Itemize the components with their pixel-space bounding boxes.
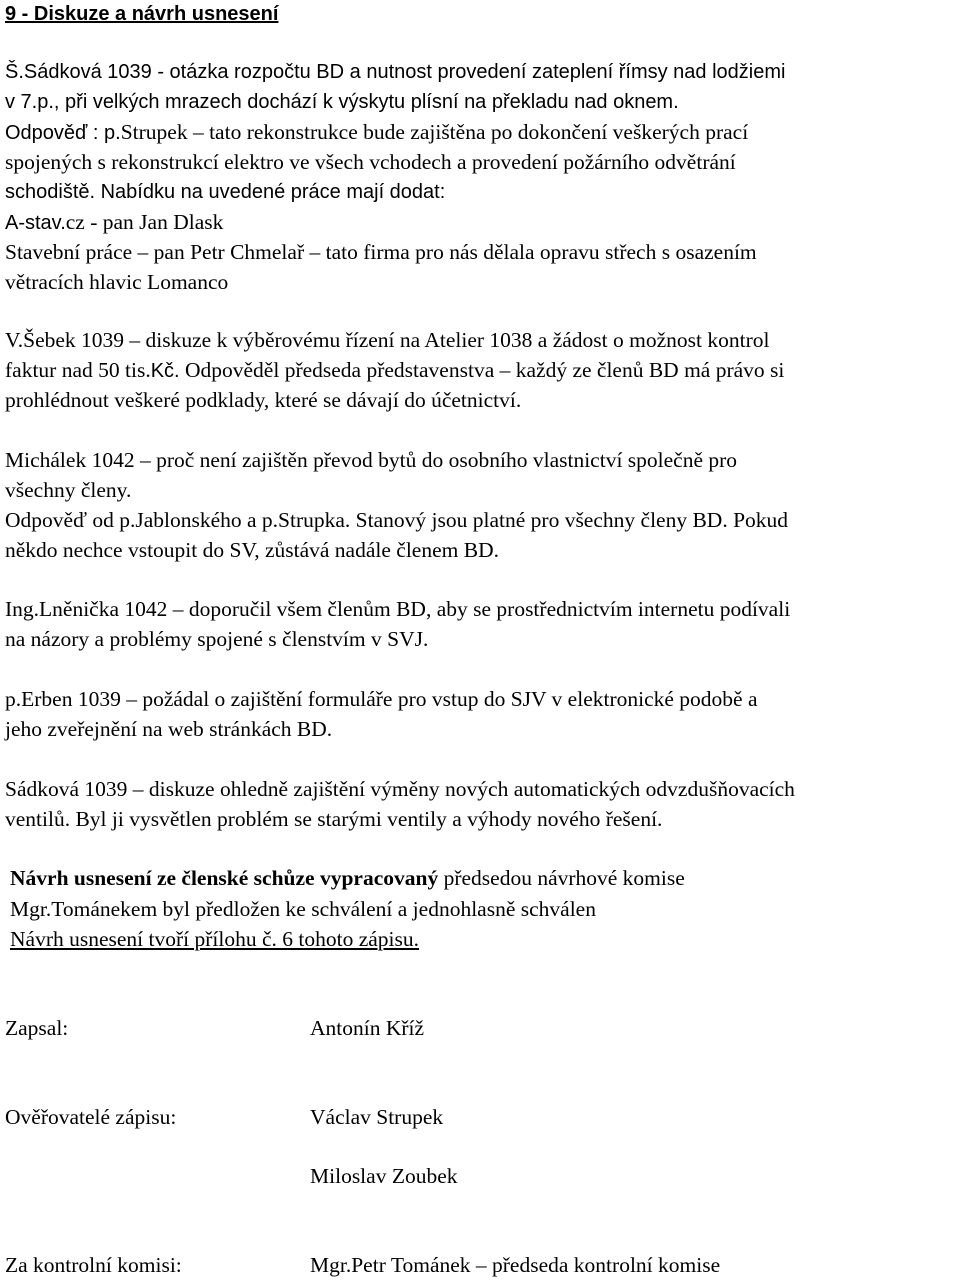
p1-line-6-text: cz - pan Jan Dlask: [65, 210, 224, 234]
p5-line-2: jeho zveřejnění na web stránkách BD.: [5, 717, 333, 741]
komise-label: Za kontrolní komisi:: [5, 1253, 182, 1277]
p6-line-1: Sádková 1039 – diskuze ohledně zajištění výměny nových automatických odvzdušňovacích: [5, 777, 795, 801]
resolution-bold: Návrh usnesení ze členské schůze vypracovaný: [10, 866, 439, 890]
p3-line-1: Michálek 1042 – proč není zajištěn převod bytů do osobního vlastnictví společně pro: [5, 448, 738, 472]
resolution-line-2: Mgr.Tománekem byl předložen ke schválení a jednohlasně schválen: [10, 897, 596, 921]
p2-line-1: V.Šebek 1039 – diskuze k výběrovému řízení na Atelier 1038 a žádost o možnost kontrol: [5, 328, 770, 352]
p6-line-2: ventilů. Byl ji vysvětlen problém se starými ventily a výhody nového řešení.: [5, 807, 663, 831]
p2-line-2-b: Kč.: [150, 360, 180, 382]
resolution-rest: předsedou návrhové komise: [438, 866, 685, 890]
p1-line-1: Š.Sádková 1039 - otázka rozpočtu BD a nutnost provedení zateplení římsy nad lodžiemi: [5, 61, 786, 83]
p2-line-2-c: Odpověděl předseda představenstva – každý ze členů BD má právo si: [179, 358, 785, 382]
overovatel-2-name: Miloslav Zoubek: [310, 1164, 458, 1188]
overovatele-label: Ověřovatelé zápisu:: [5, 1105, 177, 1129]
zapsal-name: Antonín Kříž: [310, 1016, 425, 1040]
p1-line-4: spojených s rekonstrukcí elektro ve všech vchodech a provedení požárního odvětrání: [5, 150, 736, 174]
resolution-line-3: Návrh usnesení tvoří přílohu č. 6 tohoto zápisu.: [10, 927, 420, 951]
p1-line-6-prefix: A-stav.: [5, 212, 66, 234]
p2-line-2: [5, 356, 784, 385]
p4-line-1: Ing.Lněnička 1042 – doporučil všem členům BD, aby se prostřednictvím internetu podívali: [5, 597, 791, 621]
p1-line-3-prefix: Odpověď : p.: [5, 122, 121, 144]
p1-line-7: Stavební práce – pan Petr Chmelař – tato firma pro nás dělala opravu střech s osazením: [5, 240, 757, 264]
p2-line-2-a: faktur nad 50 tis.: [5, 358, 151, 382]
p1-line-3-text: Strupek – tato rekonstrukce bude zajištěna po dokončení veškerých prací: [120, 120, 749, 144]
resolution-line-1: [10, 864, 685, 892]
p3-line-4: někdo nechce vstoupit do SV, zůstává nadále členem BD.: [5, 538, 499, 562]
zapsal-label: Zapsal:: [5, 1016, 69, 1040]
p1-line-3: [5, 118, 748, 147]
p5-line-1: p.Erben 1039 – požádal o zajištění formuláře pro vstup do SJV v elektronické podobě a: [5, 687, 758, 711]
p3-line-3: Odpověď od p.Jablonského a p.Strupka. Stanový jsou platné pro všechny členy BD. Pokud: [5, 508, 789, 532]
section-heading: 9 - Diskuze a návrh usnesení: [5, 3, 279, 25]
p4-line-2: na názory a problémy spojené s členstvím v SVJ.: [5, 627, 429, 651]
p1-line-6: [5, 208, 223, 237]
p1-line-2: v 7.p., při velkých mrazech dochází k výskytu plísní na překladu nad oknem.: [5, 91, 679, 113]
komise-name: Mgr.Petr Tománek – předseda kontrolní komise: [310, 1253, 721, 1277]
overovatel-1-name: Václav Strupek: [310, 1105, 444, 1129]
p1-line-8: větracích hlavic Lomanco: [5, 270, 229, 294]
p1-line-5: schodiště. Nabídku na uvedené práce mají dodat:: [5, 181, 446, 203]
p3-line-2: všechny členy.: [5, 478, 132, 502]
p2-line-3: prohlédnout veškeré podklady, které se dávají do účetnictví.: [5, 388, 522, 412]
